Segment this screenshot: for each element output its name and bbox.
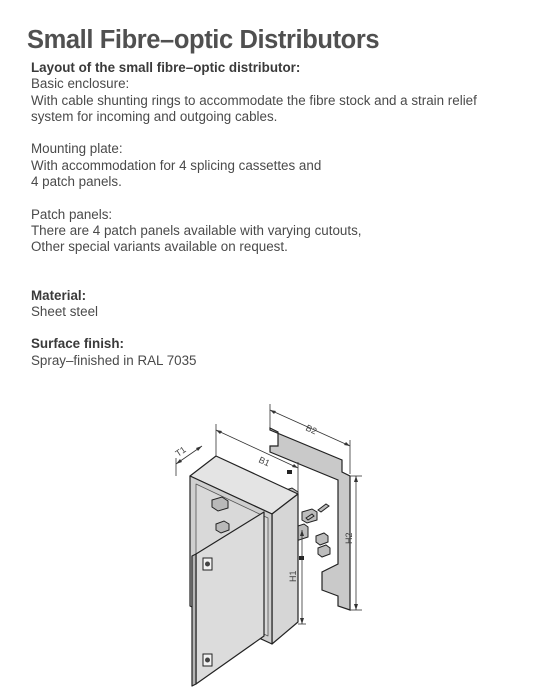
surface-finish-value: Spray–finished in RAL 7035 [31, 352, 197, 368]
material-heading: Material: [31, 287, 87, 303]
layout-heading: Layout of the small fibre–optic distributor: [31, 60, 301, 75]
mounting-plate-line1: With accommodation for 4 splicing cassettes and [31, 157, 322, 173]
patch-panels-line1: There are 4 patch panels available with varying cutouts, [31, 222, 362, 238]
material-value: Sheet steel [31, 303, 98, 319]
surface-finish-heading: Surface finish: [31, 336, 125, 352]
basic-enclosure-line2: system for incoming and outgoing cables. [31, 108, 278, 124]
dim-b1-label: B1 [257, 454, 272, 469]
dim-t1-label: T1 [173, 444, 188, 459]
basic-enclosure-line1: With cable shunting rings to accommodate the fibre stock and a strain relief [31, 92, 477, 108]
dim-h2-label: H2 [344, 532, 354, 544]
dim-h1-label: H1 [288, 570, 298, 582]
page-title: Small Fibre–optic Distributors [27, 26, 380, 54]
patch-panels-line2: Other special variants available on request. [31, 239, 288, 255]
mounting-plate-line2: 4 patch panels. [31, 174, 122, 190]
door-lock-icon [203, 558, 212, 570]
patch-panels-label: Patch panels: [31, 206, 113, 222]
basic-enclosure-label: Basic enclosure: [31, 76, 130, 92]
dim-b2-label: B2 [304, 422, 319, 437]
mounting-plate-label: Mounting plate: [31, 141, 123, 157]
door-lock-icon-lower [203, 654, 212, 666]
